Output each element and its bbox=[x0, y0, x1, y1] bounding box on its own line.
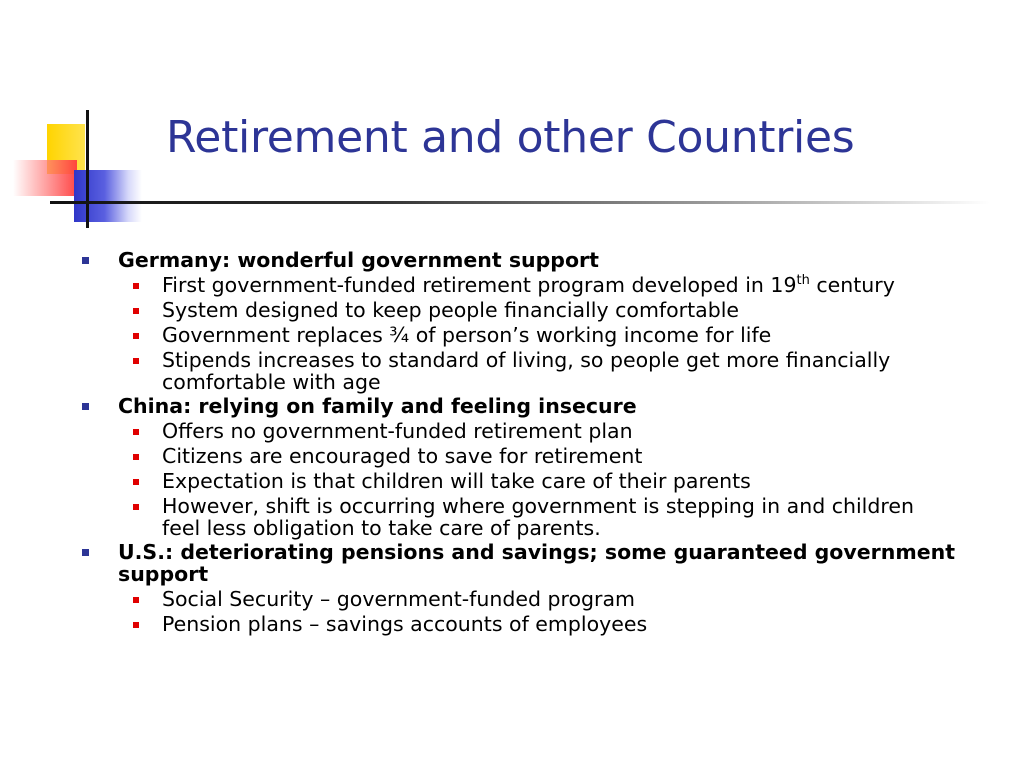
section-heading: U.S.: deteriorating pensions and savings; some guaranteed government support bbox=[118, 540, 956, 586]
decorative-vertical-line bbox=[86, 110, 89, 228]
list-item: Citizens are encouraged to save for retirement bbox=[118, 445, 958, 467]
decorative-blue-square bbox=[74, 170, 142, 222]
sub-bullet-list bbox=[118, 588, 958, 635]
slide-content bbox=[78, 247, 958, 635]
list-item: Expectation is that children will take care of their parents bbox=[118, 470, 958, 492]
section-germany bbox=[78, 249, 958, 393]
list-item: However, shift is occurring where government is stepping in and children feel less obligation to take care of parents. bbox=[118, 495, 958, 539]
decorative-red-gradient-bar bbox=[13, 160, 77, 196]
section-china bbox=[78, 395, 958, 539]
section-heading: China: relying on family and feeling insecure bbox=[118, 394, 637, 418]
main-bullet-list bbox=[78, 249, 958, 635]
superscript: th bbox=[796, 273, 810, 289]
list-item: Stipends increases to standard of living, so people get more financially comfortable with age bbox=[118, 349, 958, 393]
section-heading: Germany: wonderful government support bbox=[118, 248, 599, 272]
list-item: System designed to keep people financially comfortable bbox=[118, 299, 958, 321]
list-item: Offers no government-funded retirement plan bbox=[118, 420, 958, 442]
list-item: Social Security – government-funded program bbox=[118, 588, 958, 610]
section-us bbox=[78, 541, 958, 635]
sub-bullet-list bbox=[118, 420, 958, 539]
list-item: First government-funded retirement program developed in 19th century bbox=[118, 274, 958, 296]
list-item: Government replaces ¾ of person’s working income for life bbox=[118, 324, 958, 346]
slide-title: Retirement and other Countries bbox=[166, 112, 855, 163]
title-underline-rule bbox=[50, 201, 990, 204]
sub-bullet-list bbox=[118, 274, 958, 393]
list-item: Pension plans – savings accounts of employees bbox=[118, 613, 958, 635]
